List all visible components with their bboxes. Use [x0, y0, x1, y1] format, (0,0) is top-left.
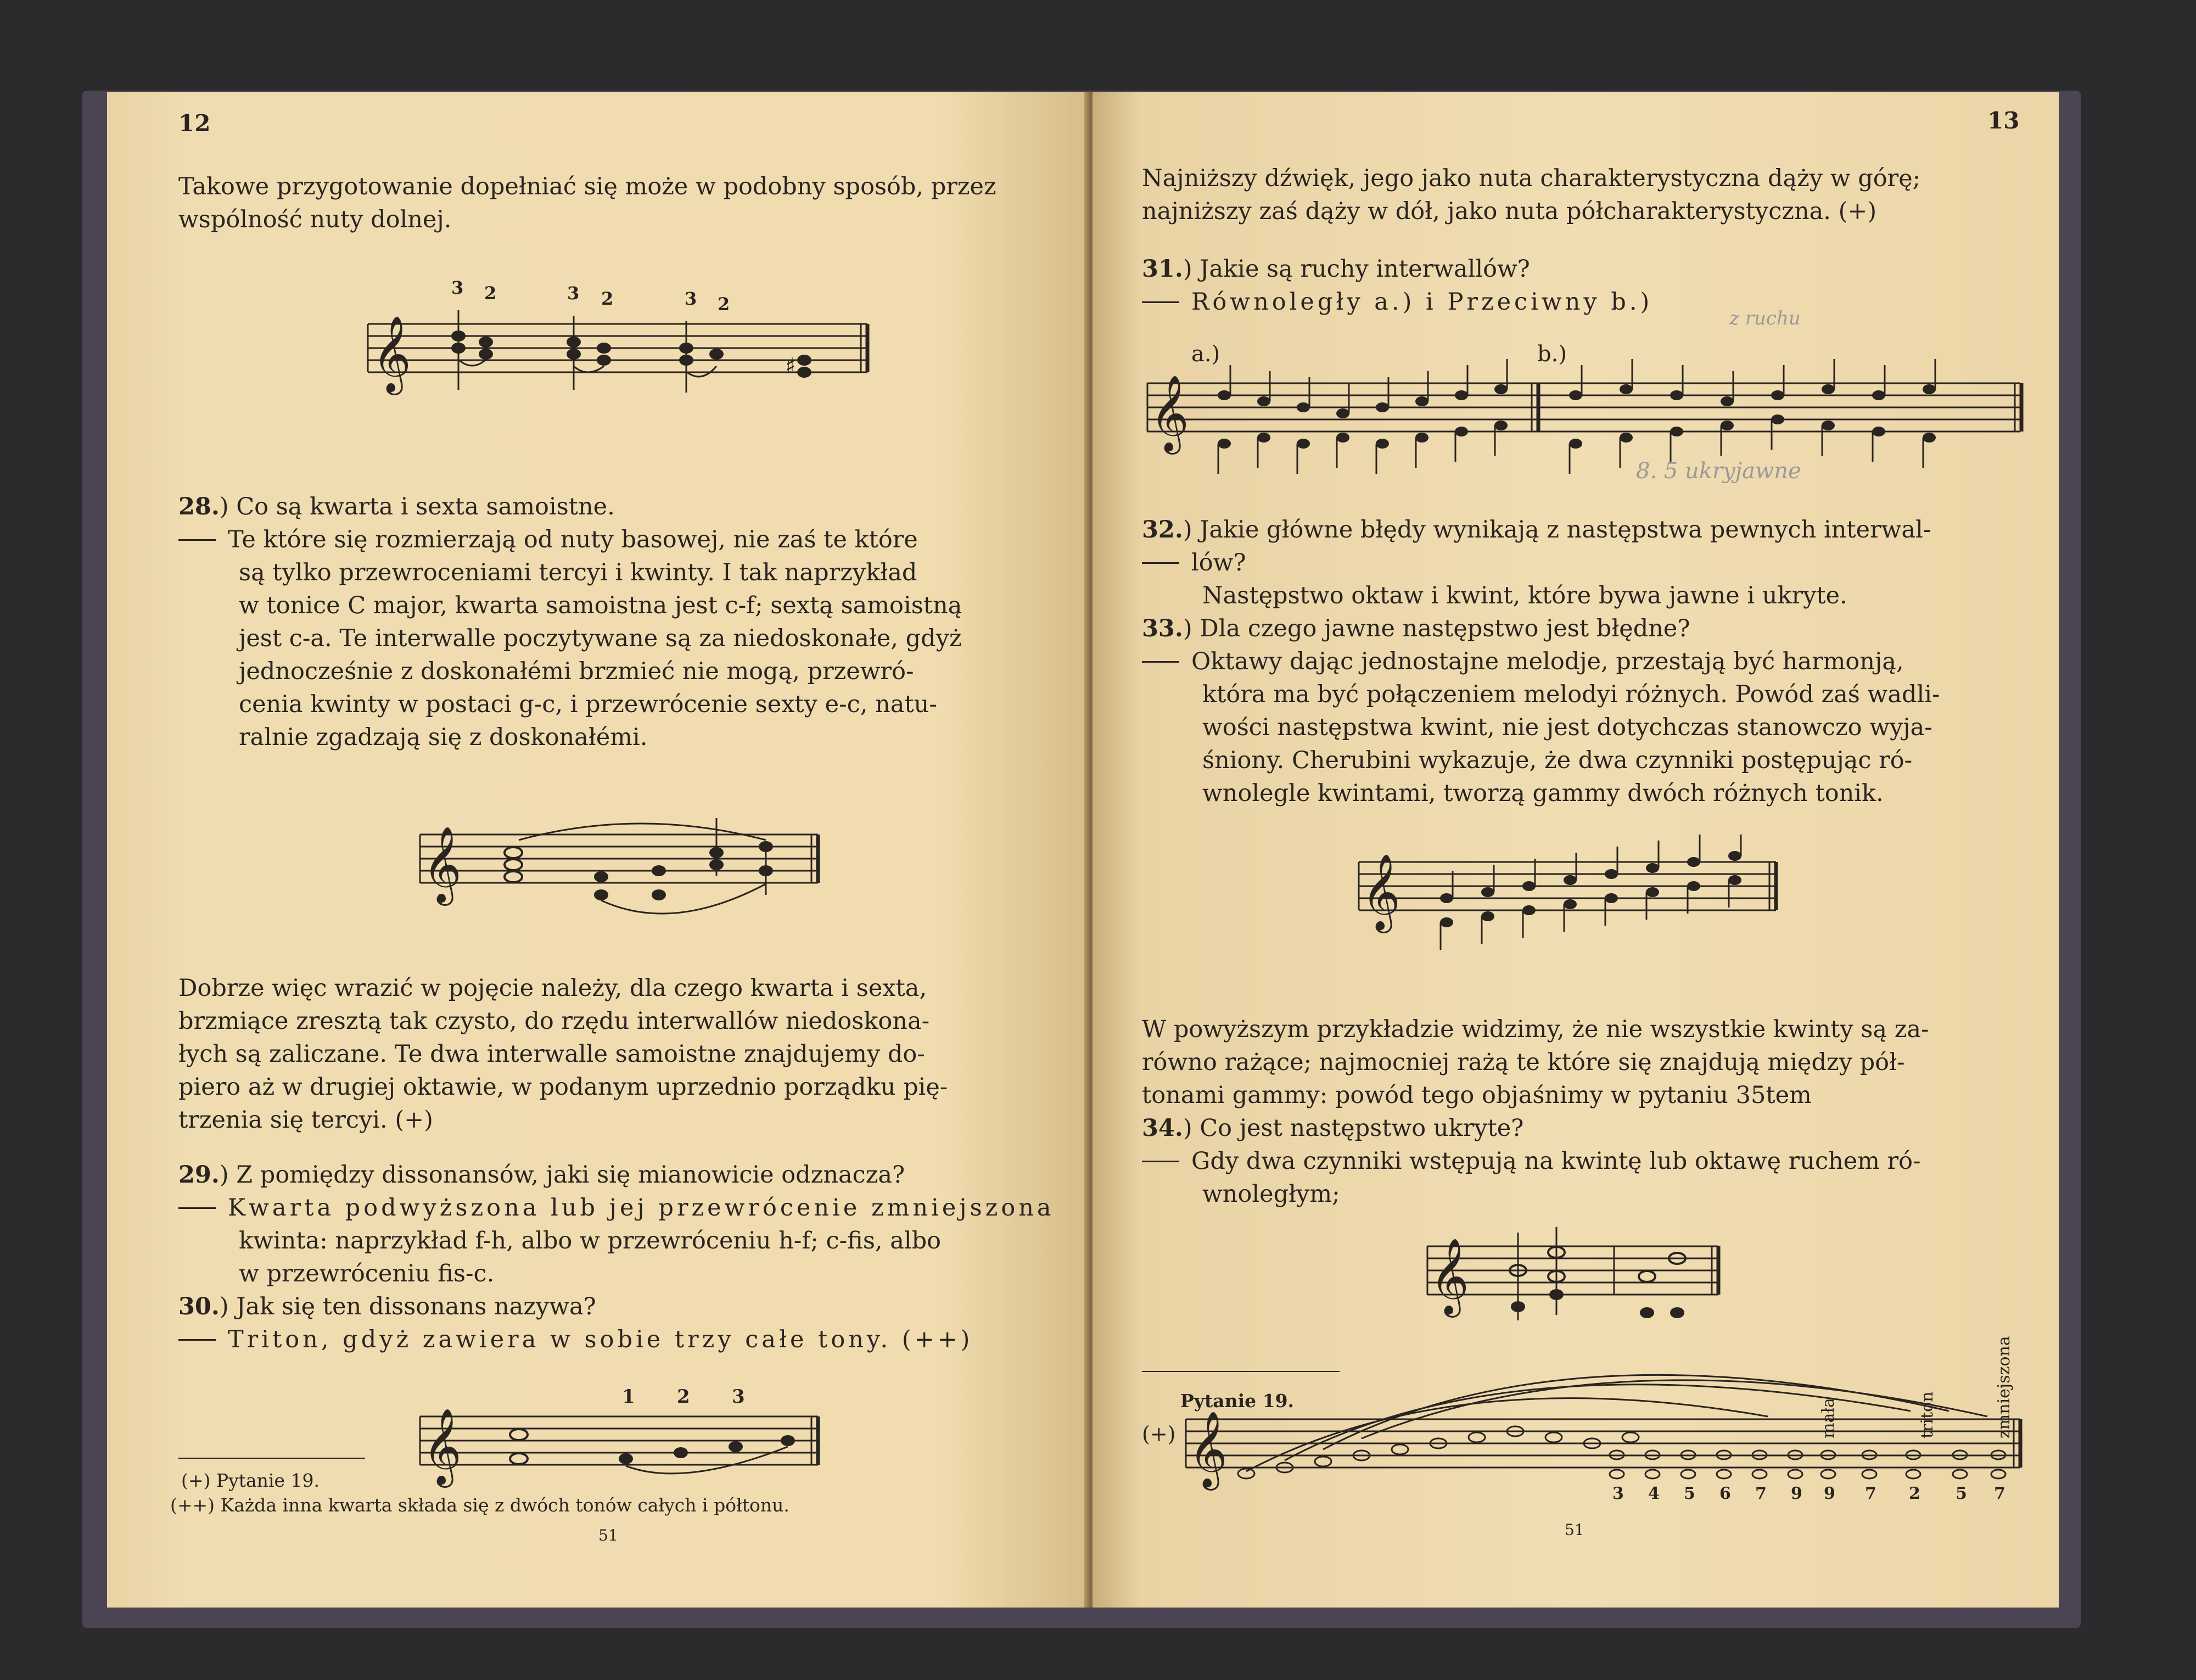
q33-answer: Oktawy dając jednostajne melodje, przestają być harmonją, która ma być połączeniem melodyi różnych. Powód zaś wadli- wości następstwa kwint, nie jest dotychczas stanowczo wyja- śniony. Cherubini wykazuje, że dwa czynniki postępując ró- wnolegle kwintami, tworzą gammy dwóch różnych tonik. [1142, 645, 2020, 810]
interval-note [1392, 1444, 1408, 1454]
motion-note [1771, 390, 1784, 400]
motion-note [1455, 427, 1468, 436]
q31-block: 31.) Jakie są ruchy interwallów? Równoległy a.) i Przeciwny b.) [1142, 255, 1653, 316]
motion-note [1923, 384, 1936, 394]
left-intro: Takowe przygotowanie dopełniać się może w podobny sposób, przez wspólność nuty dolnej. [178, 173, 996, 233]
motion-note [1336, 408, 1349, 418]
svg-text:𝄞: 𝄞 [423, 826, 462, 903]
q30-block: 30.) Jak się ten dissonans nazywa? Triton, gdyż zawiera w sobie trzy całe tony. (++) [178, 1293, 973, 1353]
svg-text:𝄞: 𝄞 [372, 316, 411, 392]
fingering-3: 3 [567, 283, 580, 304]
pencil-note-ruchu: z ruchu [1729, 307, 1801, 329]
music-example-intervals [1180, 1307, 2031, 1515]
footnote-rule-left [178, 1458, 365, 1459]
motion-note [1415, 396, 1428, 406]
interval-number: 5 [1956, 1484, 1967, 1503]
motion-note [1822, 421, 1835, 430]
motion-note [1257, 433, 1270, 443]
fingering-1: 3 [451, 277, 464, 298]
triton-step-1: 1 [622, 1386, 635, 1408]
motion-note [1455, 390, 1468, 400]
music-example-2 [409, 807, 826, 939]
label-zmniejszona: zmniejszona [1995, 1336, 2014, 1438]
fifths-note [1564, 875, 1577, 885]
fifths-note [1605, 893, 1618, 903]
motion-note [1771, 415, 1784, 424]
fifths-note [1605, 869, 1618, 879]
right-intro: Najniższy dźwięk, jego jako nuta charakterystyczna dąży w górę; najniższy zaś dąży w dół, jako nuta półcharakterystyczna. (+) [1142, 165, 1921, 225]
q28-block: 28.) Co są kwarta i sexta samoistne. [178, 493, 615, 520]
fifths-note [1481, 887, 1494, 897]
motion-note [1218, 390, 1231, 400]
q34-block: 34.) Co jest następstwo ukryte? Gdy dwa czynniki wstępują na kwintę lub oktawę ruchem ró- wnoległym; [1142, 1115, 1921, 1208]
signature-right: 51 [1565, 1521, 1584, 1539]
motion-note [1620, 433, 1633, 443]
svg-text:𝄞: 𝄞 [1362, 854, 1400, 930]
motion-note [1297, 439, 1310, 449]
motion-note [1923, 433, 1936, 443]
interval-number: 9 [1791, 1484, 1802, 1503]
interval-number: 4 [1648, 1484, 1660, 1503]
footnote-left-1: (+) Pytanie 19. [181, 1470, 320, 1491]
music-example-fifths [1353, 835, 1782, 977]
motion-note [1376, 439, 1389, 449]
svg-text:𝄞: 𝄞 [1150, 375, 1189, 451]
left-page-number: 12 [178, 110, 211, 137]
music-example-3 [409, 1384, 826, 1493]
motion-note [1569, 439, 1582, 449]
fifths-note [1481, 911, 1494, 921]
motion-note [1872, 427, 1885, 436]
fifths-note [1687, 857, 1700, 867]
fifths-note [1687, 881, 1700, 891]
fifths-note [1440, 917, 1453, 927]
interval-note [1622, 1432, 1639, 1442]
fifths-note [1728, 851, 1741, 861]
right-page-number: 13 [1987, 107, 2020, 134]
label-triton: triton [1918, 1391, 1937, 1438]
fingering-6: 2 [718, 294, 730, 315]
svg-text:𝄞: 𝄞 [423, 1408, 462, 1485]
interval-note [1238, 1469, 1254, 1479]
motion-note [1872, 390, 1885, 400]
motion-note [1297, 402, 1310, 412]
motion-note [1494, 384, 1508, 394]
paragraph-dobrze: Dobrze więc wrazić w pojęcie należy, dla czego kwarta i sexta, brzmiące zresztą tak czysto, do rzędu interwallów niedoskona- łych są zaliczane. Te dwa interwalle samoistne znajdujemy do- piero aż w drugiej oktawie, w podanym uprzednio porządku pię- trzenia się tercyi. (+) [178, 975, 948, 1134]
interval-note [1545, 1432, 1562, 1442]
interval-note [1315, 1457, 1331, 1466]
motion-note [1721, 396, 1734, 406]
q32-block: 32.) Jakie główne błędy wynikają z następstwa pewnych interwal- lów? Następstwo oktaw i kwint, które bywa jawne i ukryte. [1142, 516, 1931, 609]
q28-answer: Te które się rozmierzają od nuty basowej, nie zaś te które są tylko przewroceniami tercyi i kwinty. I tak naprzykład w tonice C major, kwarta samoistna jest c-f; sextą samoistną jest c-a. Te interwalle poczytywane są za niedoskonałe, gdyż jednocześnie z doskonałémi brzmieć nie mogą, przewró- cenia kwinty w postaci g-c, i przewrócenie sexty e-c, natu- ralnie zgadzają się z doskonałémi. [178, 523, 1057, 754]
fifths-note [1522, 905, 1536, 915]
interval-number: 5 [1684, 1484, 1695, 1503]
triton-step-3: 3 [732, 1386, 745, 1408]
motion-note [1620, 384, 1633, 394]
motion-note [1494, 421, 1508, 430]
music-example-1 [357, 277, 878, 409]
motion-note [1822, 384, 1835, 394]
fifths-note [1522, 881, 1536, 891]
label-b: b.) [1537, 341, 1567, 367]
footnote-left-2: (++) Każda inna kwarta składa się z dwóch tonów całych i półtonu. [170, 1494, 789, 1516]
svg-text:𝄞: 𝄞 [1189, 1411, 1228, 1487]
fifths-note [1646, 887, 1659, 897]
motion-note [1721, 421, 1734, 430]
triton-step-2: 2 [677, 1386, 690, 1408]
signature-left: 51 [598, 1526, 618, 1544]
interval-note [1469, 1432, 1485, 1442]
fifths-note [1440, 893, 1453, 903]
q33-block: 33.) Dla czego jawne następstwo jest błędne? [1142, 615, 1690, 642]
fifths-note [1564, 899, 1577, 909]
label-a: a.) [1191, 341, 1220, 367]
motion-note [1218, 439, 1231, 449]
footnote-right-title: Pytanie 19. [1180, 1390, 1295, 1412]
interval-number: 7 [1755, 1484, 1767, 1503]
footnote-right-marker: (+) [1142, 1422, 1176, 1446]
interval-number: 2 [1909, 1484, 1920, 1503]
fingering-2: 2 [484, 283, 497, 304]
fifths-note [1728, 875, 1741, 885]
motion-note [1670, 390, 1683, 400]
svg-text:♯: ♯ [785, 354, 796, 379]
svg-text:𝄞: 𝄞 [1430, 1238, 1469, 1314]
interval-number: 7 [1994, 1484, 2005, 1503]
interval-number: 6 [1719, 1484, 1731, 1503]
motion-note [1336, 433, 1349, 443]
interval-number: 9 [1824, 1484, 1835, 1503]
music-example-motion [1142, 335, 2031, 500]
interval-number: 3 [1612, 1484, 1624, 1503]
fifths-note [1646, 863, 1659, 873]
interval-number: 7 [1865, 1484, 1876, 1503]
motion-note [1415, 433, 1428, 443]
label-mala: mała [1819, 1398, 1838, 1438]
q29-block: 29.) Z pomiędzy dissonansów, jaki się mianowicie odznacza? Kwarta podwyższona lub jej przewrócenie zmniejszona kwinta: naprzykład f-h, albo w przewróceniu h-f; c-fis, albo w przewróceniu fis-c. [178, 1161, 1055, 1287]
pencil-note-ukryte: 8. 5 ukryjawne [1636, 458, 1801, 484]
fingering-4: 2 [601, 288, 614, 309]
paragraph-powyzszym: W powyższym przykładzie widzimy, że nie wszystkie kwinty są za- równo rażące; najmocniej rażą te które się znajdują między pół- tonami gammy: powód tego objaśnimy w pytaniu 35tem [1142, 1016, 1929, 1109]
motion-note [1670, 427, 1683, 436]
motion-note [1569, 390, 1582, 400]
motion-note [1257, 396, 1270, 406]
motion-note [1376, 402, 1389, 412]
fingering-5: 3 [685, 288, 697, 309]
